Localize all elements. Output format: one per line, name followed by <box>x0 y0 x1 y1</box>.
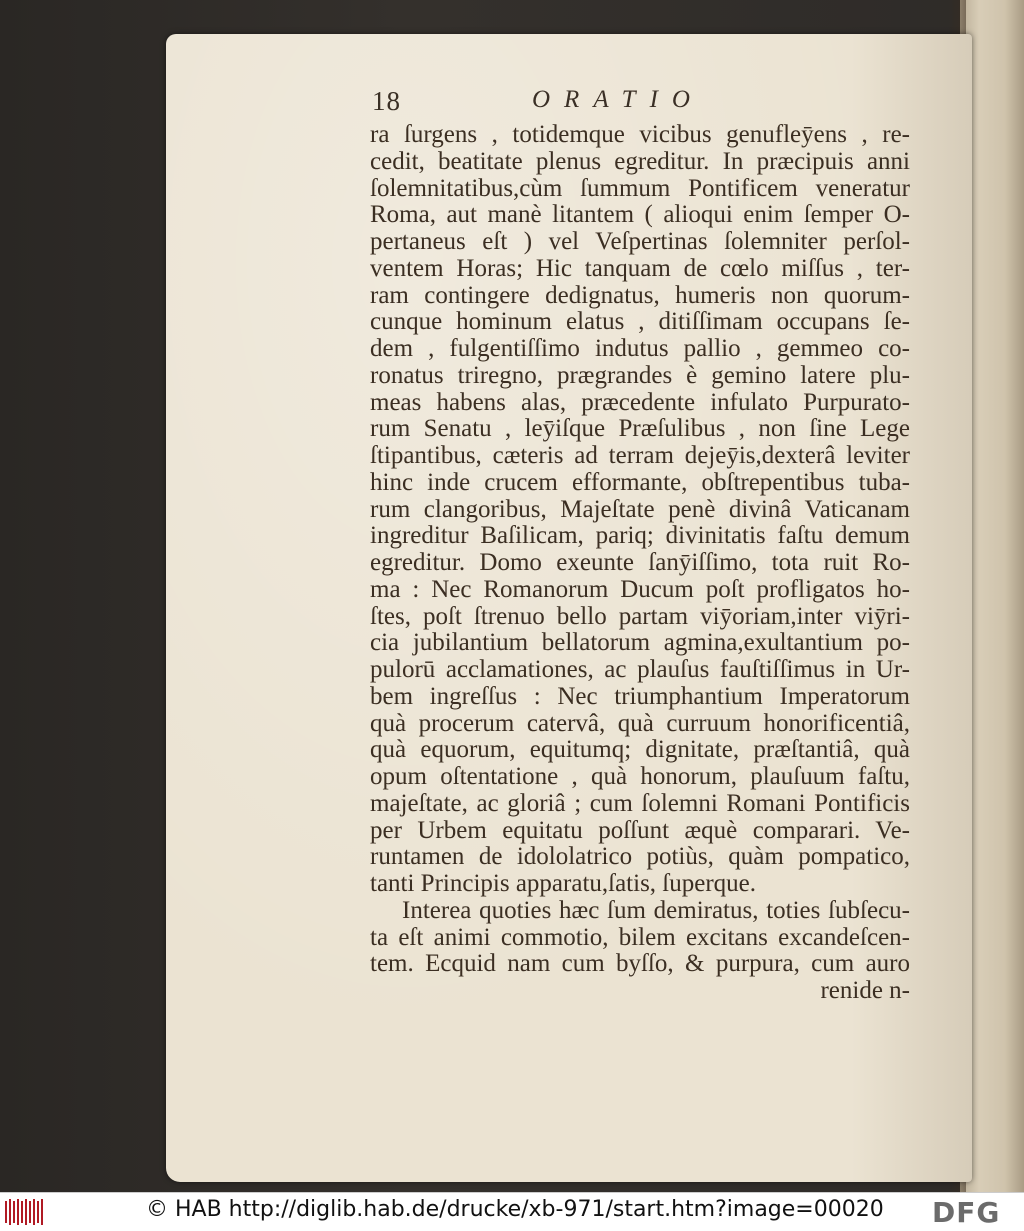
catchword: renide n- <box>820 977 910 1004</box>
text-line: quà equorum, equitumq; dignitate, præſtantiâ, quà <box>370 736 910 764</box>
text-line: ſolemnitatibus,cùm ſummum Pontificem veneratur <box>370 174 910 202</box>
text-line: ingreditur Baſilicam, pariq; divinitatis faſtu demum <box>370 522 910 550</box>
text-line: ronatus triregno, prægrandes è gemino latere plu- <box>370 361 910 389</box>
text-line: tanti Principis apparatu,ſatis, ſuperque. <box>370 870 757 897</box>
text-line: quà procerum catervâ, quà curruum honorificentiâ, <box>370 709 910 737</box>
text-line: hinc inde crucem efformante, obſtrepentibus tuba- <box>370 468 910 496</box>
barcode-logo-icon <box>4 1198 46 1226</box>
text-line: ſtes, poſt ſtrenuo bello partam viȳoriam,inter viȳri- <box>370 602 910 630</box>
text-line: dem , fulgentiſſimo indutus pallio , gemmeo co- <box>370 335 910 362</box>
text-line: ventem Horas; Hic tanquam de cœlo miſſus , ter- <box>370 254 910 282</box>
dfg-logo: DFG <box>932 1196 1001 1229</box>
footer-bar <box>0 1192 1024 1231</box>
text-line: rum Senatu , leȳiſque Præſulibus , non ſine Lege <box>370 415 910 443</box>
copyright-link[interactable]: © HAB http://diglib.hab.de/drucke/xb-971/start.htm?image=00020 <box>146 1197 884 1222</box>
text-line: runtamen de idololatrico potiùs, quàm pompatico, <box>370 843 910 871</box>
text-line: opum oſtentatione , quà honorum, plauſuum faſtu, <box>370 763 910 790</box>
text-line: ſtipantibus, cæteris ad terram dejeȳis,dexterâ leviter <box>370 442 910 469</box>
text-line: rum clangoribus, Majeſtate penè divinâ Vaticanam <box>370 495 910 523</box>
text-line: cedit, beatitate plenus egreditur. In præcipuis anni <box>370 147 910 175</box>
text-line: ta eſt animi commotio, bilem excitans excandeſcen- <box>370 923 910 951</box>
text-line: cia jubilantium bellatorum agmina,exultantium po- <box>370 629 910 657</box>
page-text-block <box>370 122 910 1005</box>
text-line: tem. Ecquid nam cum byſſo, & purpura, cum auro <box>370 950 910 978</box>
running-head <box>372 86 772 122</box>
text-line: ra ſurgens , totidemque vicibus genufleȳens , re- <box>370 121 910 148</box>
text-line: ram contingere dedignatus, humeris non quorum- <box>370 281 910 309</box>
text-line: pertaneus eſt ) vel Veſpertinas ſolemniter perſol- <box>370 228 910 255</box>
text-line: bem ingreſſus : Nec triumphantium Imperatorum <box>370 682 910 710</box>
text-line: meas habens alas, præcedente infulato Purpurato- <box>370 388 910 416</box>
page-number: 18 <box>372 86 401 116</box>
text-line: egreditur. Domo exeunte ſanȳiſſimo, tota ruit Ro- <box>370 549 910 576</box>
text-line: ma : Nec Romanorum Ducum poſt profligatos ho- <box>370 575 910 603</box>
text-line: pulorū acclamationes, ac plauſus fauſtiſſimus in Ur- <box>370 656 910 683</box>
text-line: Interea quoties hæc ſum demiratus, toties ſubſecu- <box>402 896 910 924</box>
text-line: Roma, aut manè litantem ( alioqui enim ſemper O- <box>370 201 910 229</box>
running-title: ORATIO <box>532 86 704 113</box>
text-line: per Urbem equitatu poſſunt æquè comparari. Ve- <box>370 816 910 844</box>
text-line: majeſtate, ac gloriâ ; cum ſolemni Romani Pontificis <box>370 789 910 817</box>
text-line: cunque hominum elatus , ditiſſimam occupans ſe- <box>370 308 910 336</box>
